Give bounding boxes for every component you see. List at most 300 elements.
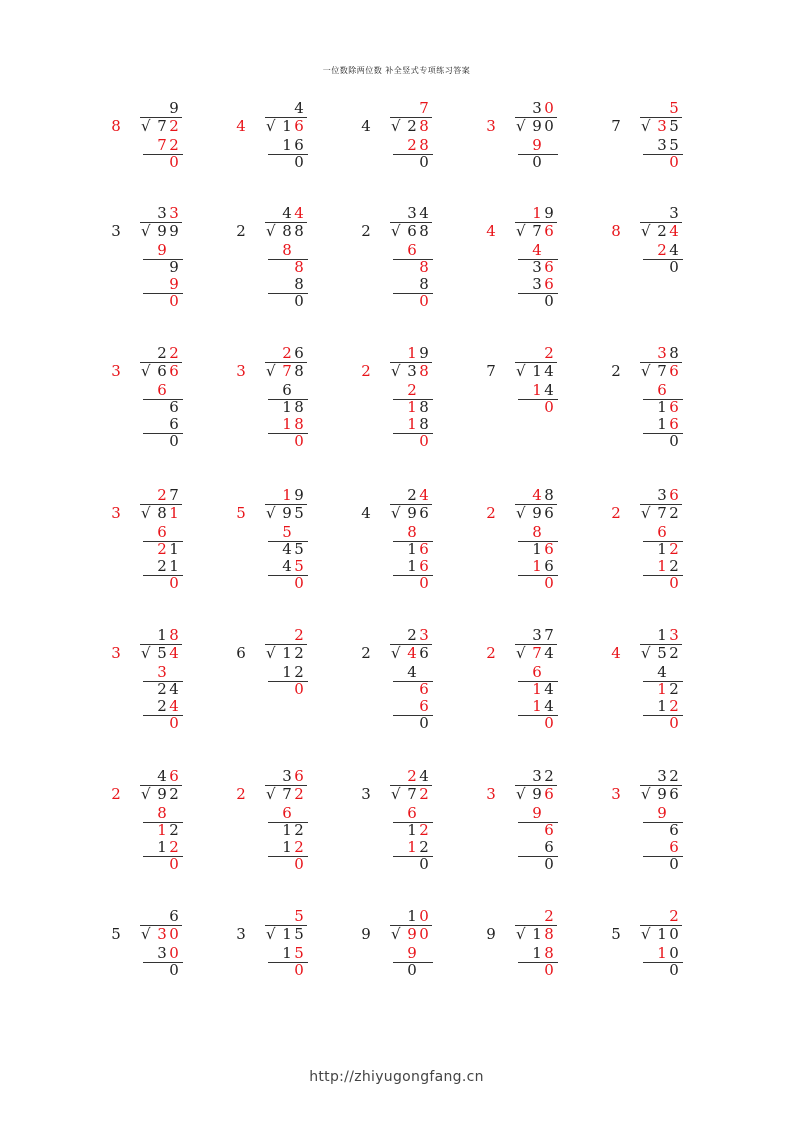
step-digit: 1: [532, 381, 542, 399]
division-bracket: √: [141, 362, 151, 380]
step-digit: 6: [407, 804, 417, 822]
step-digit: 4: [544, 381, 554, 399]
dividend-digit: 8: [419, 117, 429, 135]
step-digit: 8: [294, 258, 304, 276]
step-digit: 2: [294, 821, 304, 839]
step-digit: 4: [669, 241, 679, 259]
step-digit: 6: [657, 381, 667, 399]
quotient-digit: 1: [407, 344, 417, 362]
divisor: 2: [236, 785, 246, 803]
dividend-digit: 0: [669, 925, 679, 943]
dividend-digit: 0: [544, 117, 554, 135]
step-digit: 0: [169, 432, 179, 450]
quotient-digit: 6: [294, 344, 304, 362]
step-digit: 4: [169, 697, 179, 715]
division-bracket: √: [391, 222, 401, 240]
division-bracket: √: [641, 362, 651, 380]
quotient-digit: 2: [157, 344, 167, 362]
dividend-digit: 1: [657, 925, 667, 943]
step-digit: 8: [419, 415, 429, 433]
step-digit: 4: [544, 697, 554, 715]
dividend-digit: 6: [169, 362, 179, 380]
dividend-digit: 6: [294, 117, 304, 135]
division-problem: [610, 205, 720, 325]
step-digit: 1: [282, 821, 292, 839]
dividend-digit: 9: [532, 504, 542, 522]
step-digit: 1: [532, 697, 542, 715]
step-digit: 2: [419, 838, 429, 856]
division-problem: [485, 487, 595, 607]
dividend-digit: 7: [532, 222, 542, 240]
division-bracket: √: [641, 117, 651, 135]
step-digit: 6: [657, 523, 667, 541]
division-problem: [360, 345, 470, 465]
step-digit: 5: [669, 136, 679, 154]
step-digit: 6: [544, 275, 554, 293]
divisor: 2: [361, 362, 371, 380]
step-digit: 2: [157, 540, 167, 558]
step-digit: 6: [419, 680, 429, 698]
step-digit: 0: [169, 944, 179, 962]
division-bracket: √: [641, 644, 651, 662]
divisor: 4: [611, 644, 621, 662]
step-digit: 4: [544, 680, 554, 698]
step-digit: 5: [294, 944, 304, 962]
step-digit: 0: [294, 153, 304, 171]
quotient-digit: 2: [669, 907, 679, 925]
quotient-digit: 7: [169, 486, 179, 504]
quotient-digit: 2: [407, 767, 417, 785]
step-digit: 0: [294, 292, 304, 310]
divisor: 2: [361, 644, 371, 662]
quotient-digit: 3: [657, 767, 667, 785]
quotient-digit: 3: [169, 204, 179, 222]
quotient-digit: 2: [157, 486, 167, 504]
step-digit: 1: [657, 697, 667, 715]
step-digit: 1: [407, 398, 417, 416]
step-digit: 0: [407, 961, 417, 979]
divisor: 3: [111, 222, 121, 240]
quotient-digit: 9: [294, 486, 304, 504]
divisor: 6: [236, 644, 246, 662]
dividend-digit: 6: [544, 785, 554, 803]
quotient-digit: 2: [407, 486, 417, 504]
step-digit: 3: [157, 944, 167, 962]
division-problem: [235, 627, 345, 747]
step-digit: 0: [544, 574, 554, 592]
divisor: 2: [486, 504, 496, 522]
step-digit: 8: [532, 523, 542, 541]
step-digit: 0: [544, 292, 554, 310]
dividend-digit: 2: [294, 644, 304, 662]
divisor: 5: [236, 504, 246, 522]
dividend-digit: 6: [544, 504, 554, 522]
dividend-digit: 1: [169, 504, 179, 522]
division-problem: [235, 768, 345, 888]
dividend-digit: 9: [169, 222, 179, 240]
step-digit: 9: [169, 258, 179, 276]
quotient-digit: 3: [532, 767, 542, 785]
division-problem: [110, 345, 220, 465]
step-digit: 1: [407, 838, 417, 856]
divisor: 3: [236, 362, 246, 380]
dividend-digit: 3: [407, 362, 417, 380]
step-digit: 6: [282, 804, 292, 822]
step-digit: 1: [657, 680, 667, 698]
dividend-digit: 8: [294, 222, 304, 240]
divisor: 2: [111, 785, 121, 803]
quotient-digit: 4: [157, 767, 167, 785]
divisor: 3: [236, 925, 246, 943]
division-problem: [360, 908, 470, 1028]
quotient-digit: 0: [544, 99, 554, 117]
step-digit: 2: [407, 381, 417, 399]
dividend-digit: 6: [669, 785, 679, 803]
quotient-digit: 1: [657, 626, 667, 644]
step-digit: 4: [657, 663, 667, 681]
step-digit: 0: [669, 574, 679, 592]
division-problem: [360, 205, 470, 325]
step-digit: 2: [294, 663, 304, 681]
step-digit: 1: [532, 944, 542, 962]
dividend-digit: 9: [157, 785, 167, 803]
step-digit: 2: [169, 821, 179, 839]
step-digit: 1: [532, 540, 542, 558]
dividend-digit: 7: [407, 785, 417, 803]
step-digit: 6: [419, 697, 429, 715]
quotient-digit: 4: [419, 204, 429, 222]
step-digit: 9: [169, 275, 179, 293]
quotient-digit: 5: [669, 99, 679, 117]
dividend-digit: 8: [544, 925, 554, 943]
division-problem: [110, 205, 220, 325]
step-digit: 1: [657, 540, 667, 558]
division-bracket: √: [141, 117, 151, 135]
division-problem: [360, 487, 470, 607]
step-digit: 0: [169, 574, 179, 592]
step-digit: 0: [419, 292, 429, 310]
division-problem: [610, 768, 720, 888]
division-bracket: √: [516, 644, 526, 662]
dividend-digit: 2: [407, 117, 417, 135]
dividend-digit: 1: [532, 362, 542, 380]
step-digit: 0: [544, 961, 554, 979]
division-problem: [110, 487, 220, 607]
step-digit: 5: [294, 540, 304, 558]
quotient-digit: 5: [294, 907, 304, 925]
step-digit: 2: [294, 838, 304, 856]
step-digit: 8: [294, 398, 304, 416]
division-problem: [235, 908, 345, 1028]
step-digit: 0: [544, 714, 554, 732]
step-digit: 8: [282, 241, 292, 259]
division-bracket: √: [391, 117, 401, 135]
divisor: 2: [611, 504, 621, 522]
step-digit: 0: [169, 961, 179, 979]
step-digit: 6: [669, 838, 679, 856]
divisor: 3: [611, 785, 621, 803]
step-digit: 0: [669, 714, 679, 732]
quotient-digit: 3: [657, 486, 667, 504]
step-digit: 9: [657, 804, 667, 822]
division-bracket: √: [141, 644, 151, 662]
quotient-digit: 3: [657, 344, 667, 362]
dividend-digit: 3: [657, 117, 667, 135]
quotient-digit: 0: [419, 907, 429, 925]
division-problem: [485, 345, 595, 465]
division-bracket: √: [141, 504, 151, 522]
step-digit: 0: [419, 432, 429, 450]
divisor: 2: [611, 362, 621, 380]
dividend-digit: 2: [657, 222, 667, 240]
step-digit: 1: [282, 944, 292, 962]
division-problem: [235, 205, 345, 325]
dividend-digit: 6: [419, 504, 429, 522]
quotient-digit: 8: [169, 626, 179, 644]
division-problem: [485, 908, 595, 1028]
dividend-digit: 8: [282, 222, 292, 240]
step-digit: 0: [294, 432, 304, 450]
divisor: 8: [111, 117, 121, 135]
dividend-digit: 2: [669, 644, 679, 662]
step-digit: 9: [407, 944, 417, 962]
divisor: 4: [486, 222, 496, 240]
dividend-digit: 6: [669, 362, 679, 380]
step-digit: 8: [544, 944, 554, 962]
dividend-digit: 8: [419, 222, 429, 240]
step-digit: 0: [169, 153, 179, 171]
division-bracket: √: [266, 644, 276, 662]
step-digit: 3: [657, 136, 667, 154]
division-problem: [360, 627, 470, 747]
dividend-digit: 1: [282, 117, 292, 135]
dividend-digit: 5: [669, 117, 679, 135]
step-digit: 1: [157, 838, 167, 856]
dividend-digit: 6: [544, 222, 554, 240]
quotient-digit: 6: [294, 767, 304, 785]
quotient-digit: 9: [169, 99, 179, 117]
division-bracket: √: [266, 222, 276, 240]
step-digit: 6: [407, 241, 417, 259]
division-bracket: √: [641, 504, 651, 522]
division-bracket: √: [391, 644, 401, 662]
division-bracket: √: [641, 785, 651, 803]
step-digit: 8: [419, 398, 429, 416]
step-digit: 5: [282, 523, 292, 541]
step-digit: 1: [657, 557, 667, 575]
quotient-digit: 1: [282, 486, 292, 504]
quotient-digit: 3: [669, 204, 679, 222]
division-problem: [235, 100, 345, 220]
dividend-digit: 0: [419, 925, 429, 943]
division-problem: [610, 908, 720, 1028]
division-problem: [235, 345, 345, 465]
step-digit: 1: [532, 557, 542, 575]
step-digit: 2: [169, 838, 179, 856]
divisor: 3: [486, 785, 496, 803]
division-bracket: √: [641, 222, 651, 240]
quotient-digit: 1: [407, 907, 417, 925]
step-digit: 6: [419, 557, 429, 575]
division-problem: [610, 487, 720, 607]
divisor: 2: [236, 222, 246, 240]
division-bracket: √: [391, 362, 401, 380]
step-digit: 0: [294, 855, 304, 873]
dividend-digit: 9: [657, 785, 667, 803]
step-digit: 6: [544, 258, 554, 276]
division-bracket: √: [516, 504, 526, 522]
division-problem: [485, 205, 595, 325]
step-digit: 0: [669, 153, 679, 171]
step-digit: 6: [532, 663, 542, 681]
step-digit: 6: [157, 381, 167, 399]
division-bracket: √: [266, 785, 276, 803]
step-digit: 2: [407, 136, 417, 154]
division-bracket: √: [141, 925, 151, 943]
step-digit: 0: [419, 574, 429, 592]
step-digit: 1: [282, 415, 292, 433]
step-digit: 6: [169, 398, 179, 416]
divisor: 7: [611, 117, 621, 135]
dividend-digit: 5: [657, 644, 667, 662]
step-digit: 1: [169, 557, 179, 575]
step-digit: 7: [157, 136, 167, 154]
divisor: 9: [361, 925, 371, 943]
step-digit: 3: [157, 663, 167, 681]
quotient-digit: 3: [669, 626, 679, 644]
step-digit: 1: [657, 415, 667, 433]
division-problem: [485, 100, 595, 220]
division-problem: [110, 768, 220, 888]
step-digit: 0: [669, 961, 679, 979]
dividend-digit: 9: [157, 222, 167, 240]
step-digit: 4: [532, 241, 542, 259]
dividend-digit: 6: [407, 222, 417, 240]
step-digit: 6: [669, 398, 679, 416]
step-digit: 2: [157, 557, 167, 575]
quotient-digit: 3: [407, 204, 417, 222]
step-digit: 3: [532, 275, 542, 293]
step-digit: 2: [669, 540, 679, 558]
step-digit: 1: [157, 821, 167, 839]
step-digit: 2: [419, 821, 429, 839]
dividend-digit: 7: [282, 785, 292, 803]
step-digit: 0: [169, 292, 179, 310]
step-digit: 0: [419, 153, 429, 171]
step-digit: 6: [669, 415, 679, 433]
divisor: 3: [111, 504, 121, 522]
dividend-digit: 2: [669, 504, 679, 522]
step-digit: 4: [407, 663, 417, 681]
divisor: 3: [486, 117, 496, 135]
quotient-digit: 2: [282, 344, 292, 362]
quotient-digit: 1: [532, 204, 542, 222]
division-bracket: √: [266, 117, 276, 135]
dividend-digit: 9: [282, 504, 292, 522]
division-bracket: √: [516, 362, 526, 380]
step-digit: 1: [407, 557, 417, 575]
divisor: 5: [611, 925, 621, 943]
division-problem: [235, 487, 345, 607]
dividend-digit: 1: [532, 925, 542, 943]
division-bracket: √: [516, 222, 526, 240]
division-bracket: √: [391, 925, 401, 943]
division-bracket: √: [266, 504, 276, 522]
step-digit: 1: [282, 663, 292, 681]
quotient-digit: 8: [669, 344, 679, 362]
division-problem: [485, 627, 595, 747]
division-problem: [610, 627, 720, 747]
division-bracket: √: [516, 785, 526, 803]
quotient-digit: 1: [157, 626, 167, 644]
step-digit: 2: [157, 697, 167, 715]
step-digit: 8: [419, 258, 429, 276]
dividend-digit: 2: [169, 785, 179, 803]
step-digit: 2: [657, 241, 667, 259]
step-digit: 0: [544, 398, 554, 416]
dividend-digit: 7: [657, 504, 667, 522]
dividend-digit: 4: [407, 644, 417, 662]
division-bracket: √: [266, 925, 276, 943]
division-problem: [485, 768, 595, 888]
step-digit: 2: [669, 680, 679, 698]
quotient-digit: 6: [169, 907, 179, 925]
step-digit: 0: [294, 961, 304, 979]
quotient-digit: 4: [294, 204, 304, 222]
dividend-digit: 9: [407, 504, 417, 522]
dividend-digit: 6: [157, 362, 167, 380]
dividend-digit: 5: [157, 644, 167, 662]
quotient-digit: 9: [544, 204, 554, 222]
quotient-digit: 2: [544, 344, 554, 362]
step-digit: 9: [532, 136, 542, 154]
quotient-digit: 4: [532, 486, 542, 504]
quotient-digit: 4: [419, 767, 429, 785]
division-problem: [110, 908, 220, 1028]
step-digit: 3: [532, 258, 542, 276]
dividend-digit: 1: [282, 644, 292, 662]
step-digit: 0: [669, 944, 679, 962]
divisor: 5: [111, 925, 121, 943]
step-digit: 2: [157, 680, 167, 698]
step-digit: 6: [282, 381, 292, 399]
step-digit: 6: [544, 557, 554, 575]
step-digit: 4: [282, 557, 292, 575]
step-digit: 0: [669, 258, 679, 276]
step-digit: 0: [669, 432, 679, 450]
step-digit: 2: [169, 136, 179, 154]
step-digit: 0: [294, 680, 304, 698]
division-bracket: √: [141, 785, 151, 803]
step-digit: 0: [532, 153, 542, 171]
dividend-digit: 7: [157, 117, 167, 135]
dividend-digit: 9: [532, 785, 542, 803]
step-digit: 2: [669, 557, 679, 575]
division-bracket: √: [391, 504, 401, 522]
divisor: 2: [361, 222, 371, 240]
dividend-digit: 8: [157, 504, 167, 522]
dividend-digit: 4: [169, 644, 179, 662]
dividend-digit: 2: [419, 785, 429, 803]
divisor: 3: [361, 785, 371, 803]
step-digit: 6: [157, 523, 167, 541]
step-digit: 4: [282, 540, 292, 558]
divisor: 4: [361, 504, 371, 522]
dividend-digit: 5: [294, 504, 304, 522]
step-digit: 8: [407, 523, 417, 541]
quotient-digit: 3: [282, 767, 292, 785]
footer-link[interactable]: http://zhiyugongfang.cn: [309, 1069, 484, 1085]
